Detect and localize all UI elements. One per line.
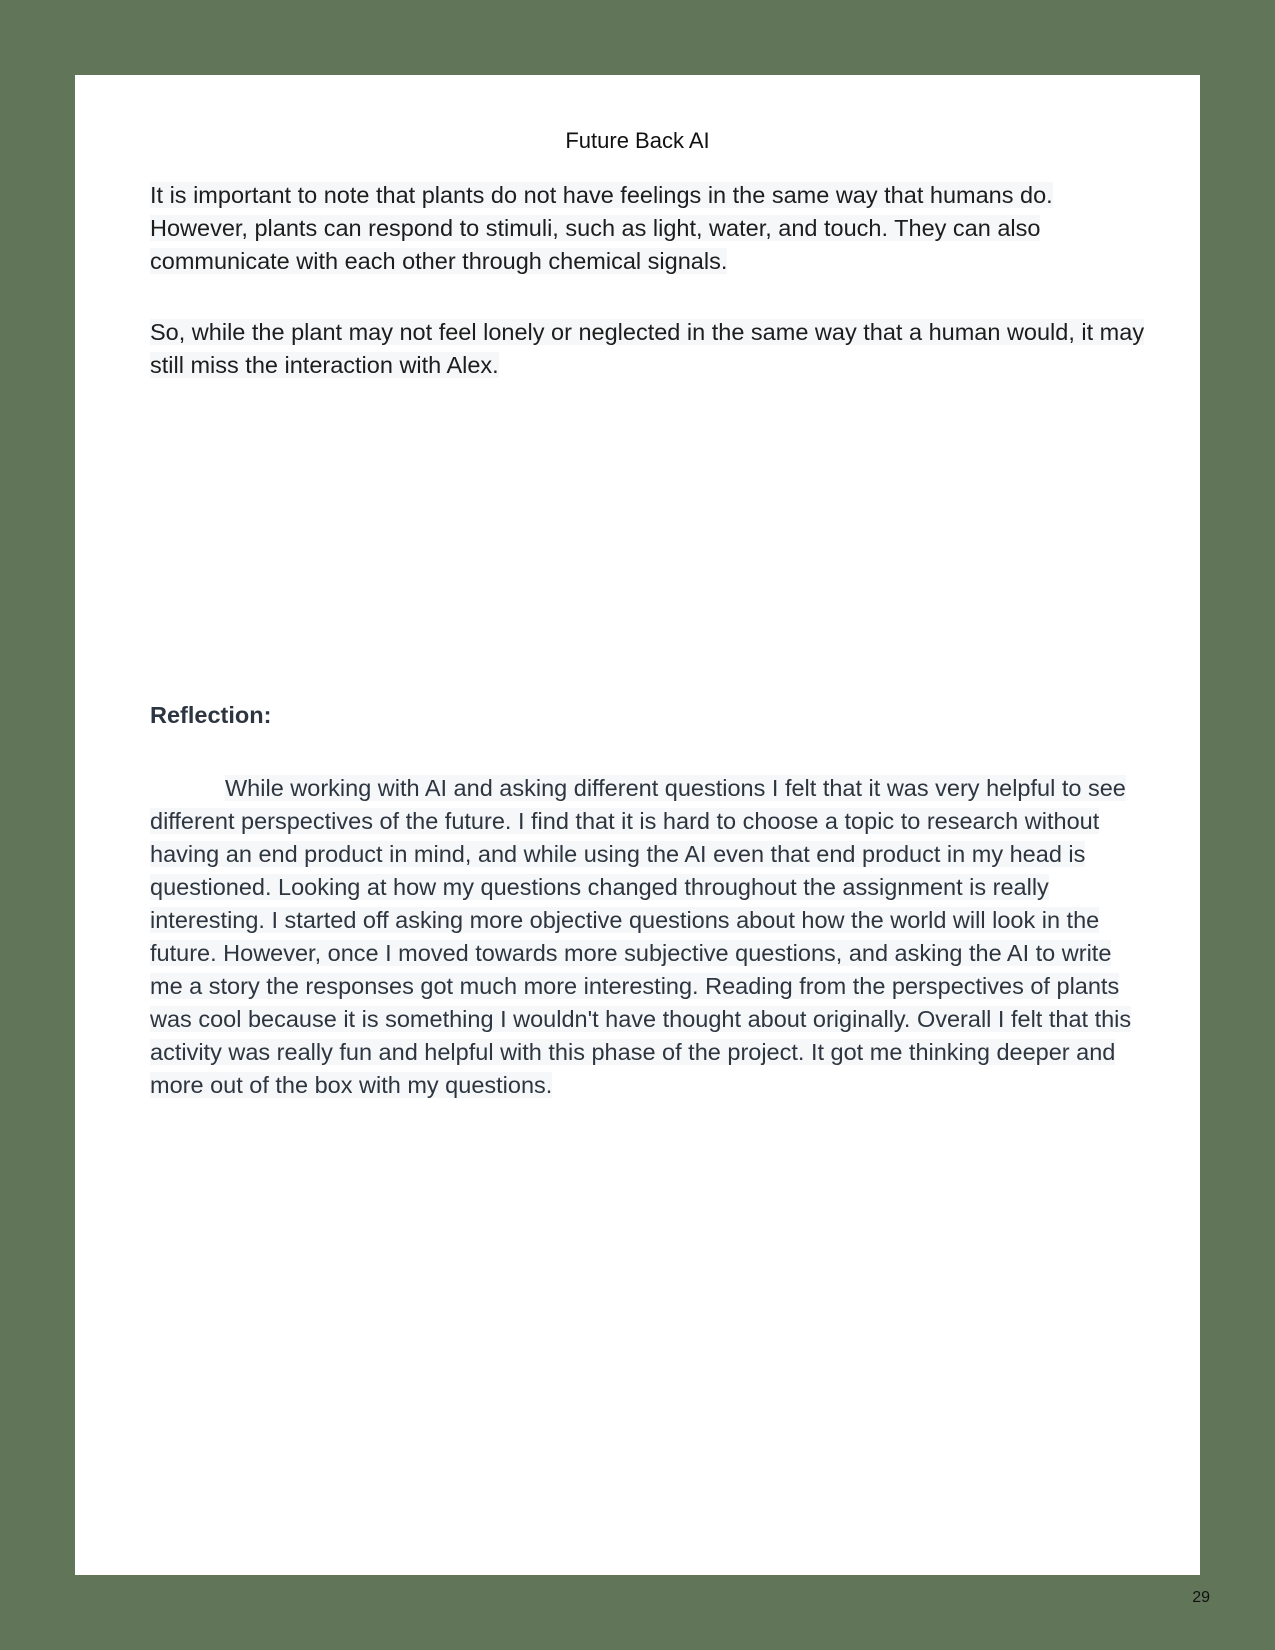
document-page <box>75 75 1200 1575</box>
page-number: 29 <box>1192 1589 1210 1606</box>
body-paragraph-2 <box>150 316 1150 382</box>
reflection-heading: Reflection: <box>150 702 272 728</box>
reflection-paragraph <box>150 772 1150 1102</box>
body-paragraph-1-text: It is important to note that plants do not have feelings in the same way that humans do. However, plants can respond to stimuli, such as light, water, and touch. They can also communicate with each other through chemical signals. <box>150 182 1053 274</box>
body-paragraph-2-text: So, while the plant may not feel lonely or neglected in the same way that a human would, it may still miss the interaction with Alex. <box>150 319 1145 378</box>
body-paragraph-1 <box>150 179 1150 278</box>
reflection-paragraph-text: While working with AI and asking different questions I felt that it was very helpful to see different perspectives of the future. I find that it is hard to choose a topic to research without having an end product in mind, and while using the AI even that end product in my head is questioned. Looking at how my questions changed throughout the assignment is really interesting. I started off asking more objective questions about how the world will look in the future. However, once I moved towards more subjective questions, and asking the AI to write me a story the responses got much more interesting. Reading from the perspectives of plants was cool because it is something I wouldn't have thought about originally. Overall I felt that this activity was really fun and helpful with this phase of the project. It got me thinking deeper and more out of the box with my questions. <box>150 775 1132 1098</box>
page-header-title: Future Back AI <box>565 128 710 153</box>
